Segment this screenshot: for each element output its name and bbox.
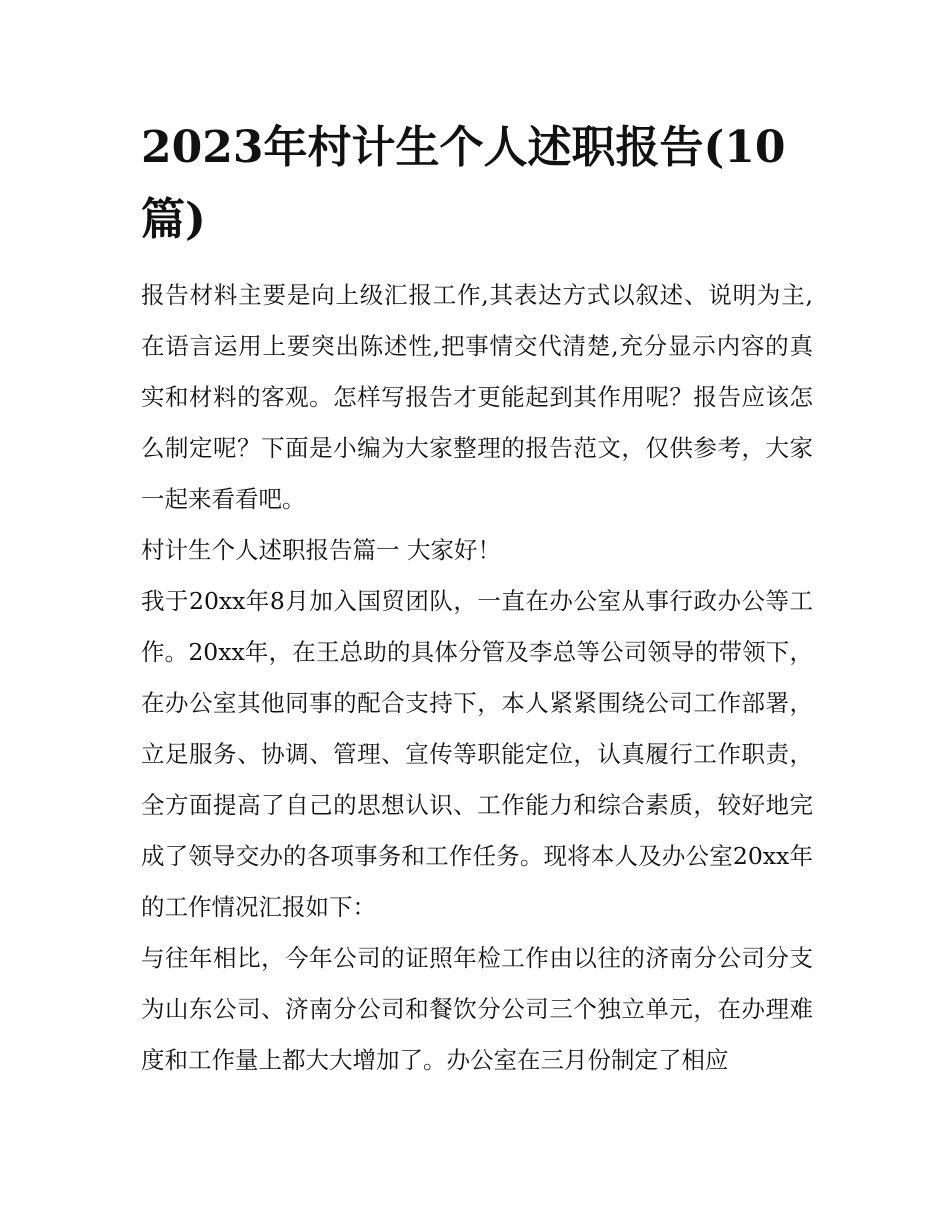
- paragraph-intro: 报告材料主要是向上级汇报工作,其表达方式以叙述、说明为主,在语言运用上要突出陈述性,把事情交代清楚,充分显示内容的真实和材料的客观。怎样写报告才更能起到其作用呢？报告应该怎么制定呢？下面是小编为大家整理的报告范文，仅供参考，大家一起来看看吧。: [141, 281, 813, 513]
- document-page: [141, 112, 813, 1086]
- paragraph-license-review: 与往年相比，今年公司的证照年检工作由以往的济南分公司分支为山东公司、济南分公司和餐饮分公司三个独立单元，在办理难度和工作量上都大大增加了。办公室在三月份制定了相应: [141, 944, 813, 1074]
- document-body: [141, 270, 813, 1086]
- paragraph-work-summary: 我于20xx年8月加入国贸团队，一直在办公室从事行政办公等工作。20xx年，在王总助的具体分管及李总等公司领导的带领下，在办公室其他同事的配合支持下，本人紧紧围绕公司工作部署，立足服务、协调、管理、宣传等职能定位，认真履行工作职责，全方面提高了自己的思想认识、工作能力和综合素质，较好地完成了领导交办的各项事务和工作任务。现将本人及办公室20xx年的工作情况汇报如下：: [141, 587, 813, 921]
- paragraph-section-heading: 村计生个人述职报告篇一 大家好！: [141, 536, 501, 564]
- document-title: 2023年村计生个人述职报告(10篇): [141, 122, 786, 245]
